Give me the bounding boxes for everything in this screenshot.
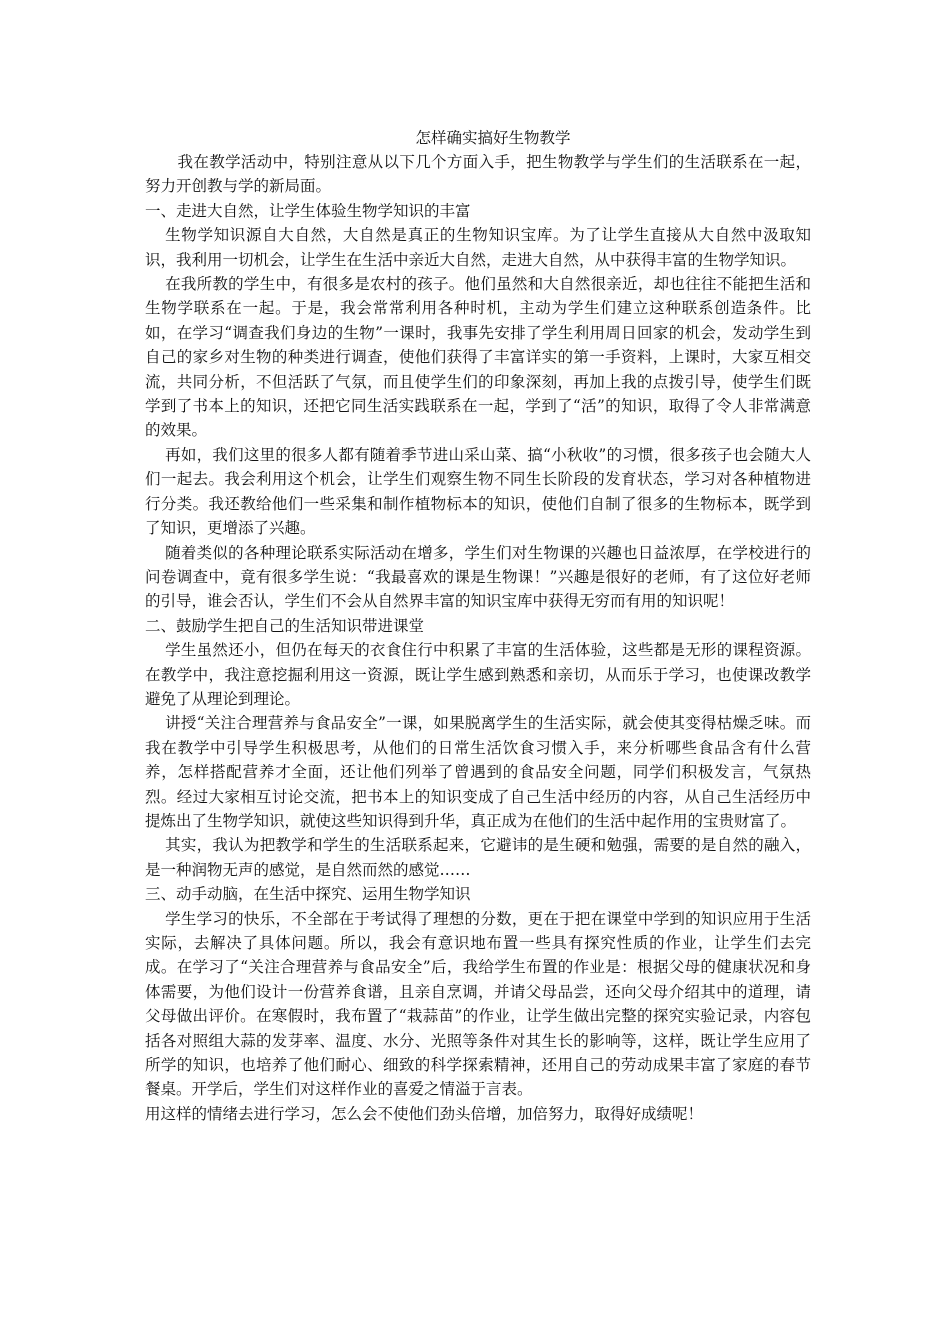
document-page	[145, 126, 811, 1126]
section-2-paragraph-3: 其实，我认为把教学和学生的生活联系起来，它避讳的是生硬和勉强，需要的是自然的融入，是一种润物无声的感觉，是自然而然的感觉……	[145, 836, 811, 879]
section-2-paragraph-1: 学生虽然还小，但仍在每天的衣食住行中积累了丰富的生活体验，这些都是无形的课程资源。在教学中，我注意挖掘利用这一资源，既让学生感到熟悉和亲切，从而乐于学习，也使课改教学避免了从理论到理论。	[145, 641, 811, 708]
section-3-heading: 三、动手动脑，在生活中探究、运用生物学知识	[145, 885, 471, 904]
intro-paragraph: 我在教学活动中，特别注意从以下几个方面入手，把生物教学与学生们的生活联系在一起，努力开创教与学的新局面。	[145, 153, 811, 196]
section-3-paragraph-1: 学生学习的快乐，不全部在于考试得了理想的分数，更在于把在课堂中学到的知识应用于生活实际，去解决了具体问题。所以，我会有意识地布置一些具有探究性质的作业，让学生们去完成。在学习了“关注合理营养与食品安全”后，我给学生布置的作业是：根据父母的健康状况和身体需要，为他们设计一份营养食谱，且亲自烹调，并请父母品尝，还向父母介绍其中的道理，请父母做出评价。在寒假时，我布置了“栽蒜苗”的作业，让学生做出完整的探究实验记录，内容包括各对照组大蒜的发芽率、温度、水分、光照等条件对其生长的影响等，这样，既让学生应用了所学的知识，也培养了他们耐心、细致的科学探索精神，还用自己的劳动成果丰富了家庭的春节餐桌。开学后，学生们对这样作业的喜爱之情溢于言表。	[145, 909, 811, 1099]
section-2-paragraph-2: 讲授“关注合理营养与食品安全”一课，如果脱离学生的生活实际，就会使其变得枯燥乏味。而我在教学中引导学生积极思考，从他们的日常生活饮食习惯入手，来分析哪些食品含有什么营养，怎样搭配营养才全面，还让他们列举了曾遇到的食品安全问题，同学们积极发言，气氛热烈。经过大家相互讨论交流，把书本上的知识变成了自己生活中经历的内容，从自己生活经历中提炼出了生物学知识，就使这些知识得到升华，真正成为在他们的生活中起作用的宝贵财富了。	[145, 714, 811, 830]
section-1-heading: 一、走进大自然，让学生体验生物学知识的丰富	[145, 201, 471, 220]
section-2-heading: 二、鼓励学生把自己的生活知识带进课堂	[145, 616, 425, 635]
section-1-paragraph-2: 在我所教的学生中，有很多是农村的孩子。他们虽然和大自然很亲近，却也往往不能把生活和生物学联系在一起。于是，我会常常利用各种时机，主动为学生们建立这种联系创造条件。比如，在学习“调查我们身边的生物”一课时，我事先安排了学生利用周日回家的机会，发动学生到自己的家乡对生物的种类进行调查，使他们获得了丰富详实的第一手资料，上课时，大家互相交流，共同分析，不但活跃了气氛，而且使学生们的印象深刻，再加上我的点拨引导，使学生们既学到了书本上的知识，还把它同生活实践联系在一起，学到了“活”的知识，取得了令人非常满意的效果。	[145, 275, 811, 440]
section-1-paragraph-1: 生物学知识源自大自然，大自然是真正的生物知识宝库。为了让学生直接从大自然中汲取知识，我利用一切机会，让学生在生活中亲近大自然，走进大自然，从中获得丰富的生物学知识。	[145, 226, 811, 269]
document-title: 怎样确实搞好生物教学	[415, 129, 571, 147]
section-1-paragraph-3: 再如，我们这里的很多人都有随着季节进山采山菜、搞“小秋收”的习惯，很多孩子也会随大人们一起去。我会利用这个机会，让学生们观察生物不同生长阶段的发育状态，学习对各种植物进行分类。我还教给他们一些采集和制作植物标本的知识，使他们自制了很多的生物标本，既学到了知识，更增添了兴趣。	[145, 445, 811, 538]
section-1-paragraph-4: 随着类似的各种理论联系实际活动在增多，学生们对生物课的兴趣也日益浓厚，在学校进行的问卷调查中，竟有很多学生说：“我最喜欢的课是生物课！”兴趣是很好的老师，有了这位好老师的引导，谁会否认，学生们不会从自然界丰富的知识宝库中获得无穷而有用的知识呢！	[145, 543, 811, 611]
closing-paragraph: 用这样的情绪去进行学习，怎么会不使他们劲头倍增，加倍努力，取得好成绩呢！	[145, 1104, 704, 1123]
